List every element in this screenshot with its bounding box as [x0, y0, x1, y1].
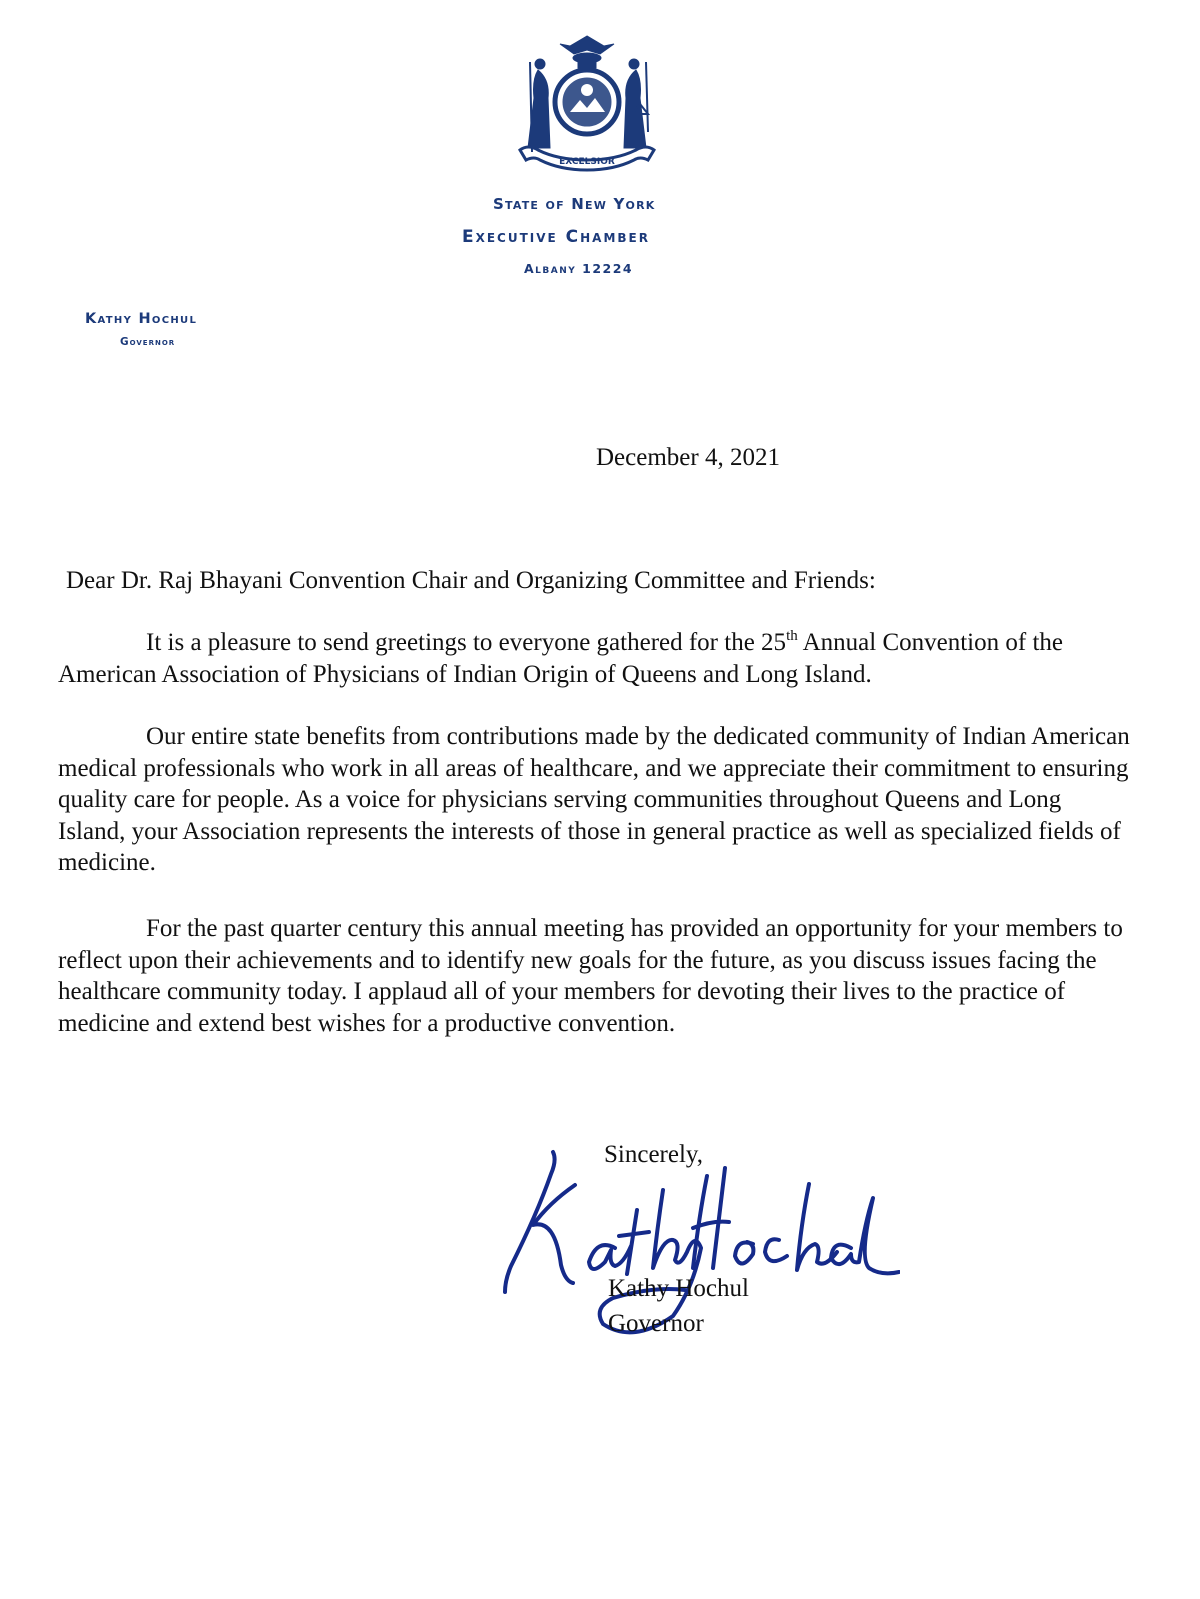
letterhead-city: Albany 12224 [524, 261, 634, 276]
paragraph-1-start: It is a pleasure to send greetings to everyone gathered for the 25 [146, 629, 787, 656]
letterhead-state: State of New York [493, 195, 656, 213]
letterhead-official-title: Governor [120, 336, 176, 348]
paragraph-3: For the past quarter century this annual meeting has provided an opportunity for your members to reflect upon their achievements and to identify new goals for the future, as you discuss issues facing the healthcare community today. I applaud all of your members for devoting their lives to the practice of medicine and extend best wishes for a productive convention. [58, 915, 1123, 1037]
paragraph-1-end: Annual Convention of the American Association of Physicians of Indian Origin of Queens and Long Island. [58, 629, 1063, 688]
ordinal-suffix: th [786, 628, 798, 644]
new-york-state-seal [510, 32, 664, 172]
signer-name: Kathy Hochul [608, 1275, 749, 1302]
letterhead-chamber: Executive Chamber [462, 227, 650, 247]
handwritten-signature [495, 1140, 900, 1335]
salutation: Dear Dr. Raj Bhayani Convention Chair and Organizing Committee and Friends: [66, 567, 876, 594]
letter-date: December 4, 2021 [596, 444, 780, 471]
paragraph-1 [58, 627, 1133, 690]
paragraph-2: Our entire state benefits from contributions made by the dedicated community of Indian American medical professionals who work in all areas of healthcare, and we appreciate their commitment to ensuring quality care for people. As a voice for physicians serving communities throughout Queens and Long Island, your Association represents the interests of those in general practice as well as specialized fields of medicine. [58, 723, 1130, 876]
closing: Sincerely, [604, 1141, 704, 1168]
seal-motto: EXCELSIOR [559, 157, 615, 167]
letterhead-official-name: Kathy Hochul [85, 311, 198, 327]
signer-title: Governor [608, 1310, 704, 1337]
